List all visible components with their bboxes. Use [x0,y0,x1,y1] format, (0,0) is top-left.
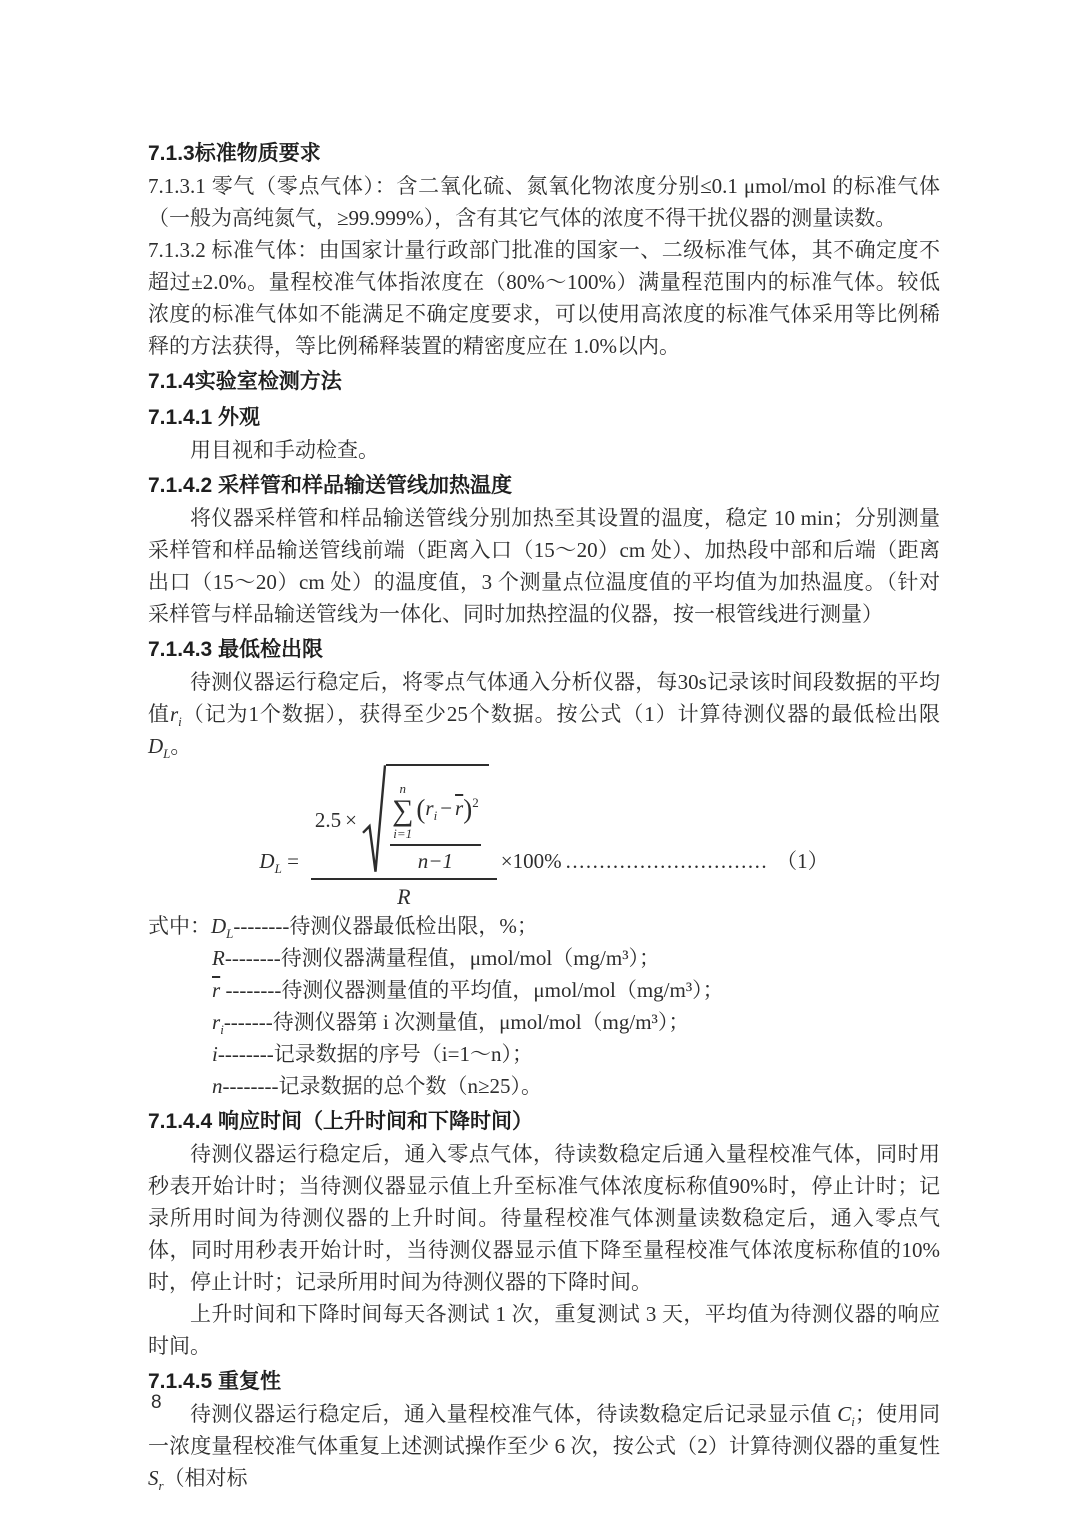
math-var-dl: D [148,734,164,758]
definition-row [212,1038,940,1070]
definition-row [212,1006,940,1038]
math-var-ri: r [169,702,179,726]
math-var-rbar: $\overline{r}$ [212,978,221,1002]
definition-text: 待测仪器测量值的平均值，μmol/mol（mg/m³）； [281,978,724,1002]
math-sub: L [274,861,282,877]
definition-row [212,942,940,974]
paragraph-7-1-3-2: 7.1.3.2 标准气体：由国家计量行政部门批准的国家一、二级标准气体，其不确定度不超过±2.0%。量程校准气体指浓度在（80%～100%）满量程范围内的标准气体。较低浓度的标准气体如不能满足不确定度要求，可以使用高浓度的标准气体采用等比例稀释的方法获得，等比例稀释装置的精密度应在 1.0%以内。 [148,238,940,358]
fraction-denominator: R [311,878,497,912]
math-var-sr: S [148,1466,159,1490]
close-paren: ) [463,794,473,824]
math-var-ci: C [837,1402,852,1426]
text-run: （相对标 [163,1466,248,1490]
equation-rhs-tail [501,764,829,878]
definition-row [212,1070,940,1102]
sigma-icon: ∑ [392,794,414,827]
definition-text: 待测仪器满量程值，μmol/mol（mg/m³）； [280,946,661,970]
paragraph-7-1-3-1: 7.1.3.1 零气（零点气体）：含二氧化硫、氮氧化物浓度分别≤0.1 μmol/mol 的标准气体（一般为高纯氮气，≥99.999%），含有其它气体的浓度不得干扰仪器的测量读数。 [148,174,940,230]
square-root [362,764,489,875]
paragraph-7-1-4-4a: 待测仪器运行稳定后，通入零点气体，待读数稳定后通入量程校准气体，同时用秒表开始计时；当待测仪器显示值上升至标准气体浓度标称值90%时，停止计时；记录所用时间为待测仪器的上升时间。待量程校准气体测量读数稳定后，通入零点气体，同时用秒表开始计时，当待测仪器显示值下降至量程校准气体浓度标称值的10%时，停止计时；记录所用时间为待测仪器的下降时间。 [148,1142,940,1294]
minus-sign: − [440,796,453,820]
math-sub: L [163,746,171,762]
inner-denominator: n−1 [390,844,481,875]
radical-sign-icon [362,764,386,875]
equals-sign: = [287,849,299,873]
dash-leader: -------- [233,914,290,938]
dash-leader: ------- [223,1010,273,1034]
equation-number: （1） [776,849,829,873]
definition-row [212,974,940,1006]
page-content [148,134,940,1494]
math-sub: i [851,1414,855,1430]
text-run: 待测仪器运行稳定后，将零点气体通入分析仪器，每30s记录该时间段数据的平均值 [148,670,940,726]
paragraph-7-1-4-5 [148,1398,940,1494]
dot-leader: .............................. [565,849,769,873]
dash-leader: -------- [217,1042,274,1066]
text-run: 待测仪器运行稳定后，通入量程校准气体，待读数稳定后记录显示值 [190,1402,838,1426]
math-sub: i [433,808,438,824]
radicand [386,764,489,875]
text-run: ；使用同一浓度量程校准气体重复上述测试操作至少 6 次，按公式（2）计算待测仪器的重复性 [148,1402,941,1458]
text-run: （记为1个数据），获得至少25个数据。按公式（1）计算待测仪器的最低检出限 [181,702,940,726]
math-var: r [212,1010,221,1034]
heading-7-1-4-5: 7.1.4.5 重复性 [148,1370,282,1393]
summand-expression [416,792,478,824]
math-var: D [259,849,275,873]
math-var-rbar: $\overline{r}$ [455,796,464,820]
paragraph-7-1-4-1: 用目视和手动检查。 [190,438,379,462]
equation-lhs [259,764,299,878]
math-sub: i [220,1022,224,1038]
inner-numerator [390,781,481,844]
math-sub: i [178,714,182,730]
sum-upper-limit: n [399,781,406,796]
heading-7-1-4: 7.1.4实验室检测方法 [148,370,342,393]
coefficient [315,804,357,836]
times-sign: × [345,807,357,832]
dash-leader: -------- [222,1074,279,1098]
math-sub: L [226,926,234,942]
paragraph-7-1-4-2: 将仪器采样管和样品输送管线分别加热至其设置的温度，稳定 10 min；分别测量采样管和样品输送管线前端（距离入口（15～20）cm 处）、加热段中部和后端（距离出口（15～20）cm 处）的温度值，3 个测量点位温度值的平均值为加热温度。（针对采样管与样品输送管线为一体化、同时加热控温的仪器，按一根管线进行测量） [148,506,940,626]
heading-7-1-3: 7.1.3标准物质要求 [148,142,321,165]
main-fraction [311,764,497,912]
heading-7-1-4-3: 7.1.4.3 最低检出限 [148,638,324,661]
heading-7-1-4-2: 7.1.4.2 采样管和样品输送管线加热温度 [148,474,513,497]
heading-7-1-4-1: 7.1.4.1 外观 [148,406,261,429]
dash-leader: -------- [220,978,282,1002]
exponent: 2 [472,795,479,810]
math-var: D [211,914,227,938]
times-100-percent: ×100% [500,849,562,873]
definition-row [148,910,940,942]
formula-variable-definitions [148,910,940,1102]
open-paren: ( [416,794,426,824]
definition-text: 待测仪器第 i 次测量值，μmol/mol（mg/m³）； [272,1010,690,1034]
inner-fraction [390,781,481,875]
sum-lower-limit: i=1 [393,826,413,841]
definition-text: 记录数据的总个数（n≥25）。 [278,1074,542,1098]
coef-value: 2.5 [314,807,342,832]
where-prefix: 式中： [148,914,211,938]
text-run: 。 [170,734,192,758]
dash-leader: -------- [224,946,281,970]
equation-1 [148,764,940,909]
math-var: R [212,946,225,970]
math-var: n [212,1074,223,1098]
paragraph-7-1-4-4b: 上升时间和下降时间每天各测试 1 次，重复测试 3 天，平均值为待测仪器的响应时间。 [148,1302,940,1358]
page-number: 8 [151,1392,162,1413]
fraction-numerator [311,764,497,878]
paragraph-7-1-4-3 [148,666,940,762]
summation [392,781,413,841]
math-sub: r [158,1478,164,1494]
heading-7-1-4-4: 7.1.4.4 响应时间（上升时间和下降时间） [148,1110,534,1133]
math-var: r [425,796,434,820]
definition-text: 待测仪器最低检出限，%； [289,914,538,938]
definition-text: 记录数据的序号（i=1～n）； [273,1042,533,1066]
math-var: i [212,1042,218,1066]
